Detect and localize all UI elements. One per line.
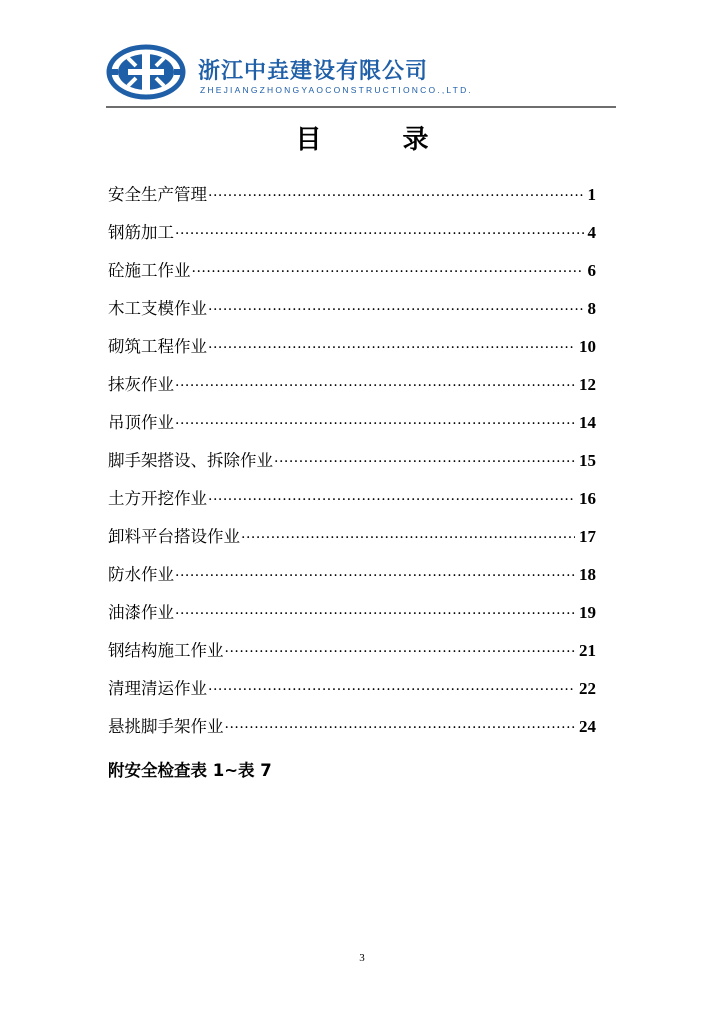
toc-entry[interactable] [108,333,596,371]
toc-entry-page: 1 [587,185,596,204]
toc-entry-label: 吊顶作业 [108,413,174,432]
toc-leader-dots [208,340,575,356]
toc-entry-page: 6 [587,261,596,280]
toc-leader-dots [274,454,575,470]
toc-entry[interactable] [108,409,596,447]
toc-entry[interactable] [108,219,596,257]
toc-entry[interactable] [108,257,596,295]
toc-entry-page: 21 [579,641,596,660]
appendix-text: 附安全检查表 1~表 7 [108,761,272,780]
toc-entry-label: 油漆作业 [108,603,174,622]
page-number: 3 [359,952,365,964]
toc-entry[interactable] [108,637,596,675]
toc-entry-label: 钢结构施工作业 [108,641,224,660]
toc-entry-page: 12 [579,375,596,394]
toc-entry-page: 8 [587,299,596,318]
toc-entry-label: 安全生产管理 [108,185,207,204]
toc-leader-dots [175,416,575,432]
toc-entry-label: 悬挑脚手架作业 [108,717,224,736]
toc-leader-dots [175,226,584,242]
toc-leader-dots [241,530,575,546]
company-logo-icon [106,44,186,100]
toc-entry-label: 清理清运作业 [108,679,207,698]
toc-entry-label: 防水作业 [108,565,174,584]
toc-leader-dots [192,264,584,280]
company-name-en: ZHEJIANGZHONGYAOCONSTRUCTIONCO.,LTD. [200,85,473,95]
toc-entry-page: 10 [579,337,596,356]
toc-entry-label: 抹灰作业 [108,375,174,394]
toc-entry-label: 卸料平台搭设作业 [108,527,240,546]
table-of-contents [108,181,596,751]
toc-entry-page: 15 [579,451,596,470]
toc-entry-label: 钢筋加工 [108,223,174,242]
toc-leader-dots [208,492,575,508]
toc-entry-label: 土方开挖作业 [108,489,207,508]
toc-entry[interactable] [108,181,596,219]
letterhead [106,40,616,106]
toc-entry-label: 砼施工作业 [108,261,191,280]
page-title: 目 录 [295,125,465,155]
toc-entry[interactable] [108,447,596,485]
toc-entry[interactable] [108,371,596,409]
toc-entry-label: 脚手架搭设、拆除作业 [108,451,273,470]
company-name-cn: 浙江中垚建设有限公司 [198,59,429,84]
toc-entry[interactable] [108,561,596,599]
toc-entry-page: 16 [579,489,596,508]
toc-entry-label: 木工支模作业 [108,299,207,318]
toc-leader-dots [225,720,576,736]
appendix-line[interactable] [108,757,272,781]
toc-leader-dots [225,644,576,660]
toc-entry-page: 17 [579,527,596,546]
toc-entry-page: 22 [579,679,596,698]
toc-leader-dots [208,188,584,204]
toc-entry-page: 4 [587,223,596,242]
toc-entry-page: 18 [579,565,596,584]
toc-entry[interactable] [108,675,596,713]
toc-entry[interactable] [108,713,596,751]
toc-entry[interactable] [108,599,596,637]
toc-entry[interactable] [108,523,596,561]
toc-leader-dots [208,682,575,698]
toc-entry-page: 19 [579,603,596,622]
toc-entry-page: 24 [579,717,596,736]
toc-leader-dots [175,378,575,394]
toc-entry[interactable] [108,295,596,333]
toc-leader-dots [175,606,575,622]
toc-entry-page: 14 [579,413,596,432]
toc-leader-dots [175,568,575,584]
toc-leader-dots [208,302,584,318]
header-divider [106,106,616,108]
toc-entry[interactable] [108,485,596,523]
toc-entry-label: 砌筑工程作业 [108,337,207,356]
